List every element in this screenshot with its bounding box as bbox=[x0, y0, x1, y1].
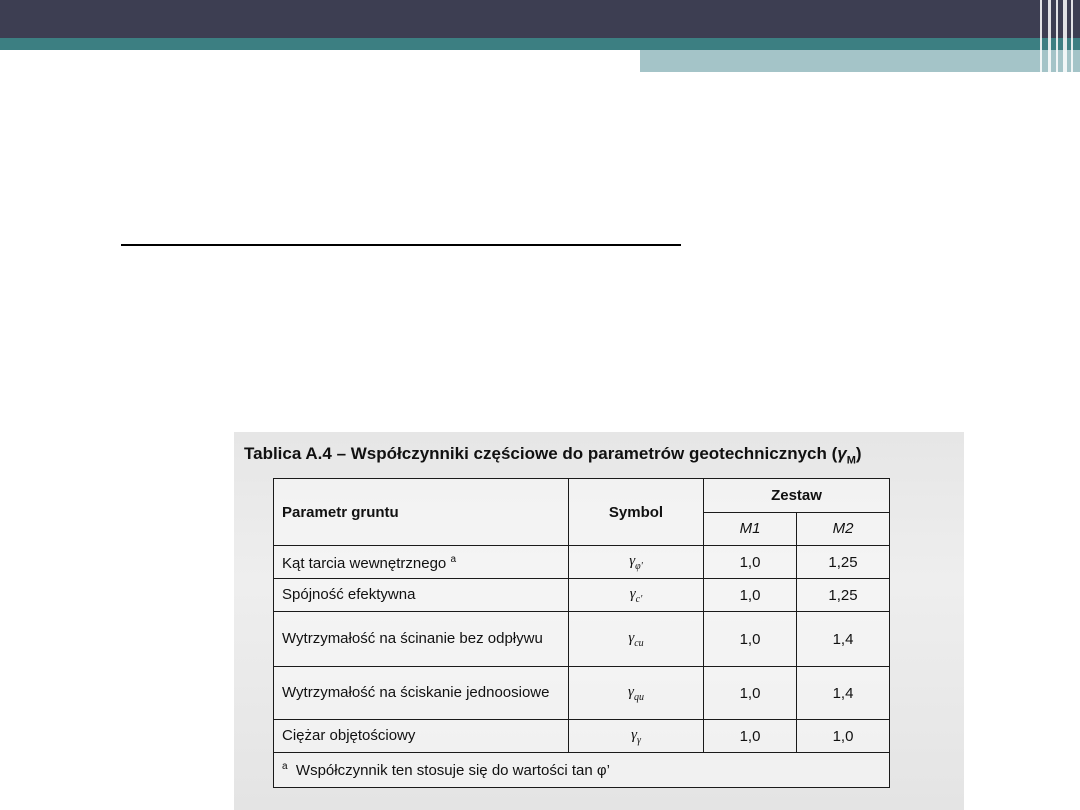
table-footnote bbox=[274, 753, 890, 788]
row-param-text: Kąt tarcia wewnętrznego bbox=[282, 555, 447, 572]
title-underline bbox=[121, 244, 681, 246]
footnote-mark: a bbox=[282, 761, 288, 772]
symbol-subscript: φ' bbox=[635, 560, 643, 572]
table-footnote-row bbox=[274, 753, 890, 788]
header-zestaw: Zestaw bbox=[704, 479, 890, 513]
row-m2: 1,25 bbox=[797, 579, 890, 612]
header-bar bbox=[0, 0, 1080, 38]
footnote-ref: a bbox=[450, 554, 456, 565]
row-m1: 1,0 bbox=[704, 612, 797, 667]
table-title-symbol: γ bbox=[837, 444, 847, 463]
row-m2: 1,0 bbox=[797, 720, 890, 753]
header-m1: M1 bbox=[704, 512, 797, 546]
row-param: Wytrzymałość na ścinanie bez odpływu bbox=[274, 612, 569, 667]
row-m2: 1,4 bbox=[797, 612, 890, 667]
symbol-gamma: γ bbox=[629, 585, 636, 602]
table-title-subscript: M bbox=[846, 454, 856, 467]
header-symbol: Symbol bbox=[569, 479, 704, 546]
row-symbol bbox=[569, 546, 704, 579]
row-m1: 1,0 bbox=[704, 667, 797, 720]
row-param: Spójność efektywna bbox=[274, 579, 569, 612]
table-header-row bbox=[274, 479, 890, 513]
table-title-close: ) bbox=[855, 444, 862, 463]
header-m2: M2 bbox=[797, 512, 890, 546]
symbol-gamma: γ bbox=[628, 629, 635, 646]
symbol-subscript: qu bbox=[633, 691, 644, 703]
header-param: Parametr gruntu bbox=[274, 479, 569, 546]
row-symbol bbox=[569, 720, 704, 753]
symbol-subscript: c' bbox=[635, 593, 643, 605]
row-param: Ciężar objętościowy bbox=[274, 720, 569, 753]
row-symbol bbox=[569, 667, 704, 720]
symbol-gamma: γ bbox=[628, 683, 634, 700]
table-row bbox=[274, 546, 890, 579]
symbol-subscript: cu bbox=[634, 637, 644, 649]
row-symbol bbox=[569, 612, 704, 667]
row-m2: 1,25 bbox=[797, 546, 890, 579]
table-row bbox=[274, 579, 890, 612]
symbol-gamma: γ bbox=[631, 726, 637, 743]
row-param: Wytrzymałość na ściskanie jednoosiowe bbox=[274, 667, 569, 720]
row-m1: 1,0 bbox=[704, 720, 797, 753]
table-row bbox=[274, 612, 890, 667]
partial-factors-table bbox=[273, 478, 890, 788]
footnote-text: Współczynnik ten stosuje się do wartości tan φ’ bbox=[295, 762, 610, 779]
table-title bbox=[244, 444, 862, 466]
row-param bbox=[274, 546, 569, 579]
symbol-subscript: γ bbox=[636, 734, 641, 746]
row-m1: 1,0 bbox=[704, 546, 797, 579]
scanned-table-image bbox=[234, 432, 964, 810]
row-m2: 1,4 bbox=[797, 667, 890, 720]
accent-band-light bbox=[640, 50, 1080, 72]
table-row bbox=[274, 667, 890, 720]
table-row bbox=[274, 720, 890, 753]
accent-band bbox=[0, 38, 1080, 50]
decorative-stripes bbox=[1036, 0, 1080, 72]
symbol-gamma: γ bbox=[629, 552, 636, 569]
row-symbol bbox=[569, 579, 704, 612]
table-title-text: Tablica A.4 – Współczynniki częściowe do parametrów geotechnicznych ( bbox=[244, 444, 838, 463]
row-m1: 1,0 bbox=[704, 579, 797, 612]
